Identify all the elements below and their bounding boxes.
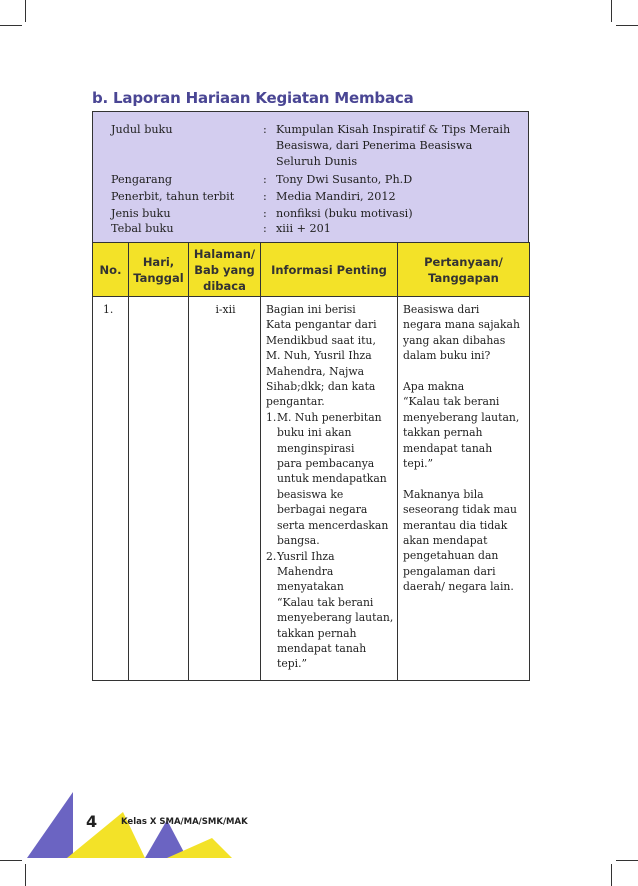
reading-log-table (92, 242, 530, 681)
question-line: akan mendapat (403, 534, 488, 548)
book-info-label: Penerbit, tahun terbit (111, 190, 235, 203)
info-line: M. Nuh, Yusril Ihza (266, 349, 372, 363)
question-line: daerah/ negara lain. (403, 580, 514, 594)
book-info-value: nonfiksi (buku motivasi) (276, 207, 413, 220)
info-line: takkan pernah (277, 626, 357, 640)
cell-no (93, 297, 129, 681)
cell-pages (189, 297, 261, 681)
info-line: mendapat tanah (277, 641, 367, 655)
info-line: berbagai negara (277, 503, 368, 517)
header-info: Informasi Penting (261, 243, 398, 297)
info-line: buku ini akan (277, 426, 352, 440)
question-line: negara mana sajakah (403, 318, 520, 332)
page-number: 4 (86, 812, 98, 831)
book-info-value: Media Mandiri, 2012 (276, 190, 396, 203)
info-line: menginspirasi (277, 441, 355, 455)
section-heading: b. Laporan Hariaan Kegiatan Membaca (92, 89, 414, 107)
crop-mark (616, 860, 638, 861)
cell-day (129, 297, 189, 681)
question-line: merantau dia tidak (403, 518, 508, 532)
list-item (266, 410, 394, 549)
question-line: Beasiswa dari (403, 303, 480, 316)
info-line: Sihab;dkk; dan kata (266, 380, 376, 394)
question-line: Maknanya bila (403, 487, 484, 501)
colon: : (263, 123, 267, 136)
question-line: seseorang tidak mau (403, 503, 517, 517)
book-info-value: Tony Dwi Susanto, Ph.D (276, 173, 413, 186)
crop-mark (0, 860, 22, 861)
list-item (266, 549, 394, 672)
question-line: menyeberang lautan, (403, 410, 520, 424)
header-no: No. (93, 243, 129, 297)
info-line: menyeberang lautan, (277, 611, 394, 625)
colon: : (263, 222, 267, 235)
book-info-label: Pengarang (111, 173, 173, 186)
pages-value: i-xii (215, 303, 236, 316)
info-line: Yusril Ihza Mahendra (277, 549, 335, 578)
info-line: beasiswa ke (277, 487, 344, 501)
table-row (93, 297, 530, 681)
crop-mark (0, 25, 22, 26)
book-info-value: Kumpulan Kisah Inspiratif & Tips Meraih Beasiswa, dari Penerima Beasiswa Seluruh Dunis (276, 123, 511, 168)
book-info-label: Judul buku (111, 123, 173, 136)
info-list (266, 410, 394, 672)
info-line: M. Nuh penerbitan (277, 410, 382, 424)
cell-info (261, 297, 398, 681)
question-line: Apa makna (403, 380, 465, 394)
colon: : (263, 190, 267, 203)
table-header-row (93, 243, 530, 297)
question-line: yang akan dibahas (403, 333, 506, 347)
info-line: untuk mendapatkan (277, 472, 387, 486)
crop-mark (25, 864, 26, 886)
crop-mark (25, 0, 26, 22)
info-line: Bagian ini berisi (266, 303, 356, 316)
book-info-label: Jenis buku (111, 207, 171, 220)
book-info-label: Tebal buku (111, 222, 174, 235)
header-day: Hari, Tanggal (129, 243, 189, 297)
crop-mark (611, 0, 612, 22)
info-line: Mahendra, Najwa (266, 364, 365, 378)
colon: : (263, 207, 267, 220)
book-info-box (92, 111, 529, 243)
list-number: 1. (266, 410, 277, 424)
row-number: 1. (103, 303, 114, 316)
cell-questions (398, 297, 530, 681)
info-line: tepi.” (277, 657, 308, 671)
paragraph-gap (403, 471, 526, 486)
info-line: pengantar. (266, 395, 325, 409)
question-line: dalam buku ini? (403, 349, 491, 363)
question-line: pengalaman dari (403, 564, 496, 578)
colon: : (263, 173, 267, 186)
footer-label: Kelas X SMA/MA/SMK/MAK (121, 817, 248, 827)
question-line: pengetahuan dan (403, 549, 499, 563)
info-line: serta mencerdaskan (277, 518, 389, 532)
question-line: tepi.” (403, 457, 434, 471)
question-line: takkan pernah (403, 426, 483, 440)
info-line: Mendikbud saat itu, (266, 333, 376, 347)
info-line: Kata pengantar dari (266, 318, 377, 332)
question-line: “Kalau tak berani (403, 395, 500, 409)
info-line: menyatakan (277, 580, 344, 594)
info-line: para pembacanya (277, 457, 375, 471)
question-line: mendapat tanah (403, 441, 493, 455)
paragraph-gap (403, 364, 526, 379)
info-line: “Kalau tak berani (277, 595, 374, 609)
book-info-value: xiii + 201 (276, 222, 331, 235)
crop-mark (616, 25, 638, 26)
decor-triangle (27, 792, 73, 858)
header-questions: Pertanyaan/ Tanggapan (398, 243, 530, 297)
list-number: 2. (266, 549, 277, 563)
header-pages: Halaman/ Bab yang dibaca (189, 243, 261, 297)
info-line: bangsa. (277, 534, 320, 548)
crop-mark (611, 864, 612, 886)
